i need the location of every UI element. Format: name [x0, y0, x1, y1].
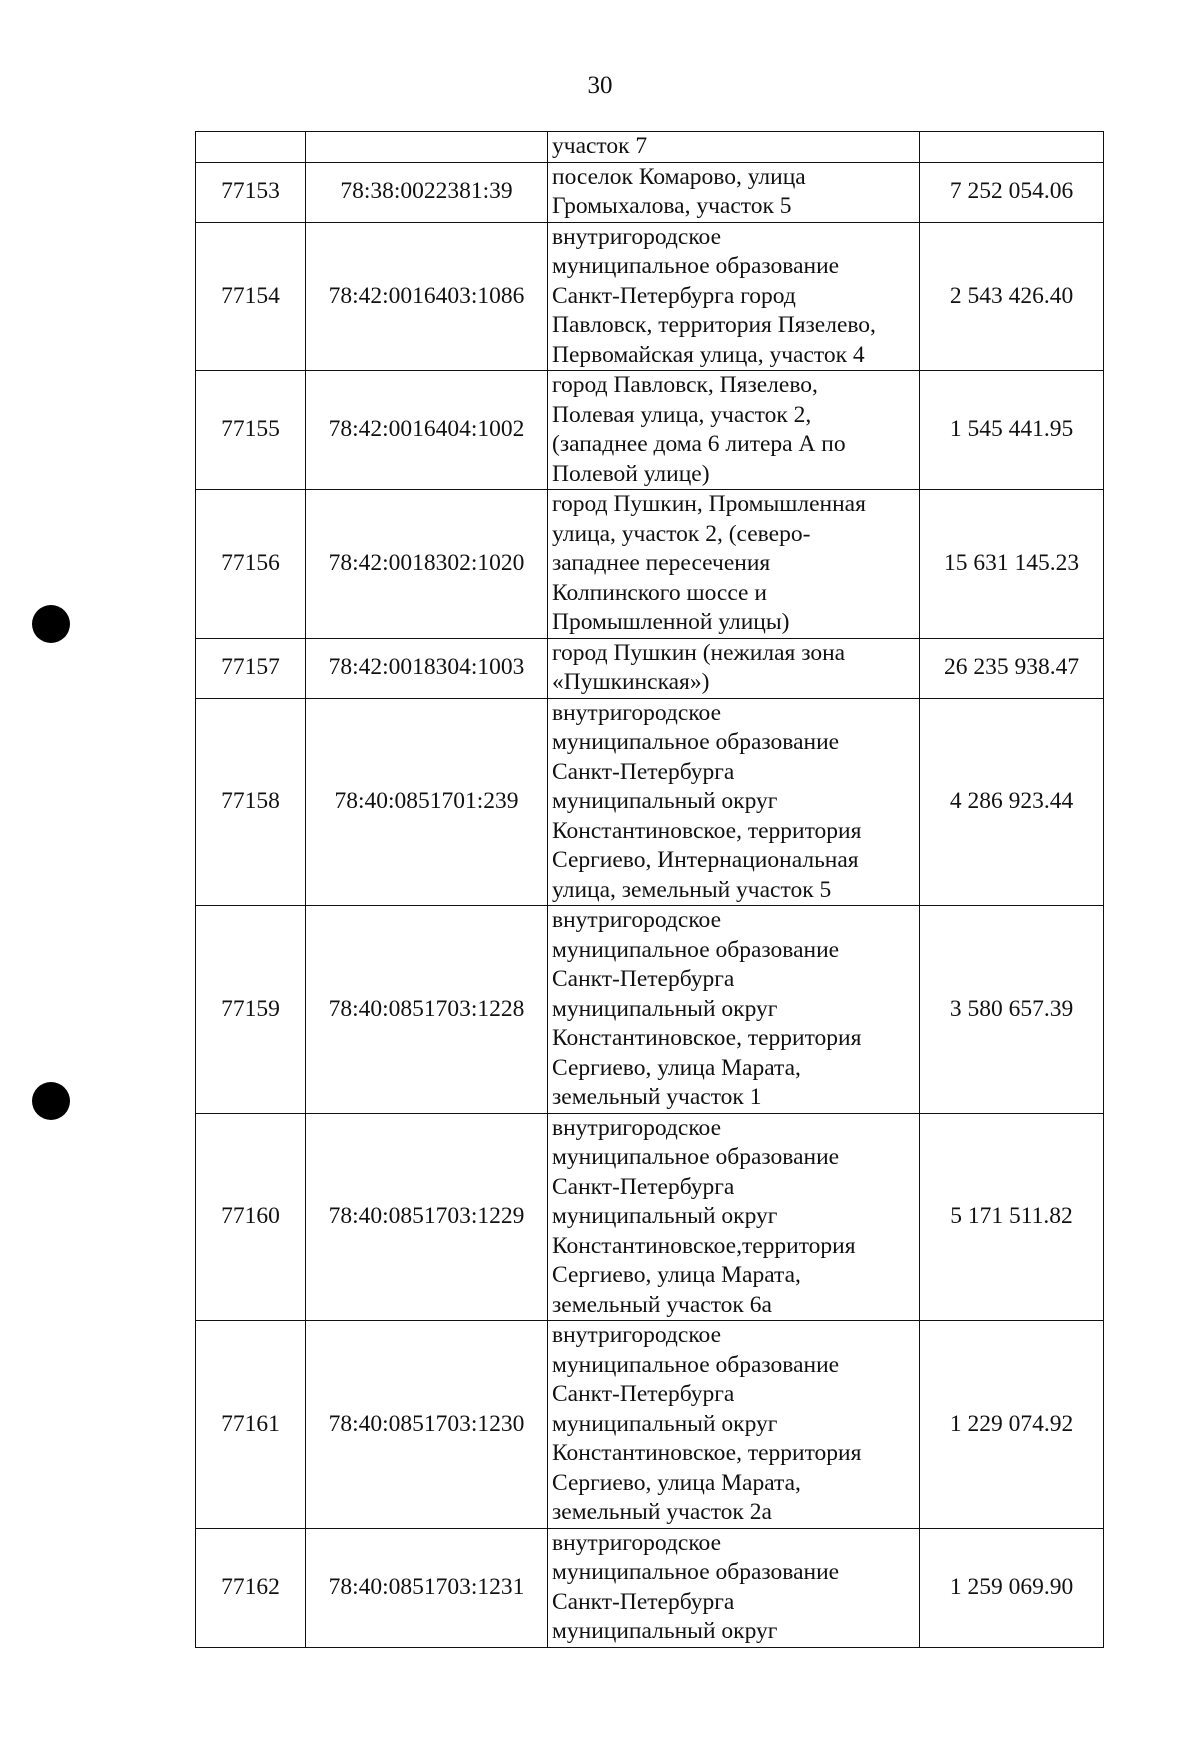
table-row [196, 162, 1104, 222]
address-line: внутригородское [552, 1114, 722, 1141]
address-line: Санкт-Петербурга [552, 1381, 735, 1407]
address-cell [548, 906, 920, 1114]
address-line: участок 7 [552, 133, 648, 159]
cadastral-value-cell: 7 252 054.06 [920, 162, 1104, 222]
table-row [196, 222, 1104, 371]
row-number-cell: 77162 [196, 1528, 306, 1647]
address-line: Сергиево, улица Марата, [552, 1469, 801, 1496]
address-line: муниципальное образование [552, 936, 840, 963]
address-line: внутригородское [552, 223, 722, 250]
address-line: Первомайская улица, участок 4 [552, 341, 865, 368]
address-line: западнее пересечения [552, 550, 771, 576]
punch-hole-mark [32, 605, 70, 643]
address-line: поселок Комарово, улица [552, 163, 806, 190]
table-row [196, 132, 1104, 163]
row-number-cell: 77157 [196, 638, 306, 698]
row-number-cell: 77158 [196, 698, 306, 906]
address-line: Санкт-Петербурга [552, 1588, 735, 1615]
table-row [196, 638, 1104, 698]
address-line: муниципальное образование [552, 1559, 840, 1585]
address-line: земельный участок 6а [552, 1291, 772, 1318]
table-row [196, 698, 1104, 906]
address-cell [548, 1113, 920, 1321]
row-number-cell: 77159 [196, 906, 306, 1114]
row-number-cell: 77156 [196, 490, 306, 639]
cadastral-value-cell: 2 543 426.40 [920, 222, 1104, 371]
cadastral-number-cell: 78:42:0016403:1086 [306, 222, 548, 371]
table-row [196, 1528, 1104, 1647]
address-line: муниципальное образование [552, 253, 840, 279]
address-line: Константиновское, территория [552, 1025, 862, 1051]
cadastral-number-cell: 78:42:0018304:1003 [306, 638, 548, 698]
address-line: «Пушкинская») [552, 669, 710, 695]
address-line: город Павловск, Пязелево, [552, 372, 818, 398]
address-line: земельный участок 2а [552, 1499, 772, 1525]
address-line: Санкт-Петербурга [552, 966, 735, 992]
address-line: Сергиево, улица Марата, [552, 1054, 801, 1081]
table-body [196, 132, 1104, 1648]
cadastral-number-cell: 78:42:0016404:1002 [306, 371, 548, 490]
row-number-cell [196, 132, 306, 163]
cadastral-value-cell: 5 171 511.82 [920, 1113, 1104, 1321]
address-line: муниципальное образование [552, 1351, 840, 1378]
address-line: Санкт-Петербурга [552, 1173, 735, 1200]
cadastral-value-cell: 4 286 923.44 [920, 698, 1104, 906]
address-line: муниципальный округ [552, 1203, 778, 1229]
address-line: Санкт-Петербурга город [552, 282, 796, 309]
cadastral-number-cell: 78:40:0851703:1228 [306, 906, 548, 1114]
row-number-cell: 77160 [196, 1113, 306, 1321]
address-line: улица, участок 2, (северо- [552, 520, 811, 547]
address-line: муниципальное образование [552, 729, 840, 755]
cadastral-number-cell: 78:40:0851703:1230 [306, 1321, 548, 1529]
cadastral-number-cell: 78:42:0018302:1020 [306, 490, 548, 639]
cadastral-number-cell: 78:40:0851703:1231 [306, 1528, 548, 1647]
cadastral-value-cell: 1 259 069.90 [920, 1528, 1104, 1647]
address-line: Санкт-Петербурга [552, 758, 735, 785]
row-number-cell: 77155 [196, 371, 306, 490]
address-cell [548, 162, 920, 222]
punch-hole-mark [32, 1082, 70, 1120]
address-line: город Пушкин (нежилая зона [552, 639, 846, 666]
address-line: Константиновское, территория [552, 1440, 862, 1466]
address-line: муниципальный округ [552, 1410, 778, 1437]
cadastral-value-cell: 1 229 074.92 [920, 1321, 1104, 1529]
address-line: Константиновское,территория [552, 1232, 856, 1259]
address-line: Константиновское, территория [552, 817, 862, 844]
address-cell [548, 371, 920, 490]
address-line: Колпинского шоссе и [552, 579, 767, 606]
cadastral-number-cell: 78:38:0022381:39 [306, 162, 548, 222]
address-cell [548, 638, 920, 698]
table-row [196, 906, 1104, 1114]
address-cell [548, 698, 920, 906]
address-line: улица, земельный участок 5 [552, 876, 832, 903]
address-line: город Пушкин, Промышленная [552, 491, 866, 517]
cadastral-value-cell: 3 580 657.39 [920, 906, 1104, 1114]
address-cell [548, 1528, 920, 1647]
address-line: внутригородское [552, 1322, 722, 1348]
address-line: муниципальный округ [552, 995, 778, 1022]
address-cell [548, 1321, 920, 1529]
address-line: муниципальное образование [552, 1144, 840, 1170]
address-line: Громыхалова, участок 5 [552, 193, 792, 219]
page-number: 30 [587, 72, 613, 99]
cadastral-number-cell: 78:40:0851703:1229 [306, 1113, 548, 1321]
cadastral-value-cell [920, 132, 1104, 163]
table-row [196, 1113, 1104, 1321]
cadastral-value-cell: 26 235 938.47 [920, 638, 1104, 698]
address-line: Промышленной улицы) [552, 609, 790, 635]
address-line: (западнее дома 6 литера А по [552, 431, 846, 457]
address-line: муниципальный округ [552, 1618, 778, 1644]
address-line: внутригородское [552, 699, 722, 726]
address-line: земельный участок 1 [552, 1084, 762, 1110]
cadastral-value-cell: 1 545 441.95 [920, 371, 1104, 490]
cadastral-value-cell: 15 631 145.23 [920, 490, 1104, 639]
address-cell [548, 222, 920, 371]
address-line: Сергиево, Интернациональная [552, 847, 859, 873]
cadastral-number-cell [306, 132, 548, 163]
table-row [196, 371, 1104, 490]
cadastral-number-cell: 78:40:0851701:239 [306, 698, 548, 906]
row-number-cell: 77161 [196, 1321, 306, 1529]
address-line: Сергиево, улица Марата, [552, 1262, 801, 1288]
row-number-cell: 77153 [196, 162, 306, 222]
address-line: муниципальный округ [552, 788, 778, 814]
address-cell [548, 132, 920, 163]
cadastral-value-table [195, 131, 1104, 1648]
table-row [196, 1321, 1104, 1529]
row-number-cell: 77154 [196, 222, 306, 371]
table-row [196, 490, 1104, 639]
address-line: внутригородское [552, 907, 722, 933]
address-line: Полевой улице) [552, 460, 710, 487]
address-line: Полевая улица, участок 2, [552, 401, 812, 428]
address-line: Павловск, территория Пязелево, [552, 312, 876, 338]
address-line: внутригородское [552, 1529, 722, 1556]
address-cell [548, 490, 920, 639]
